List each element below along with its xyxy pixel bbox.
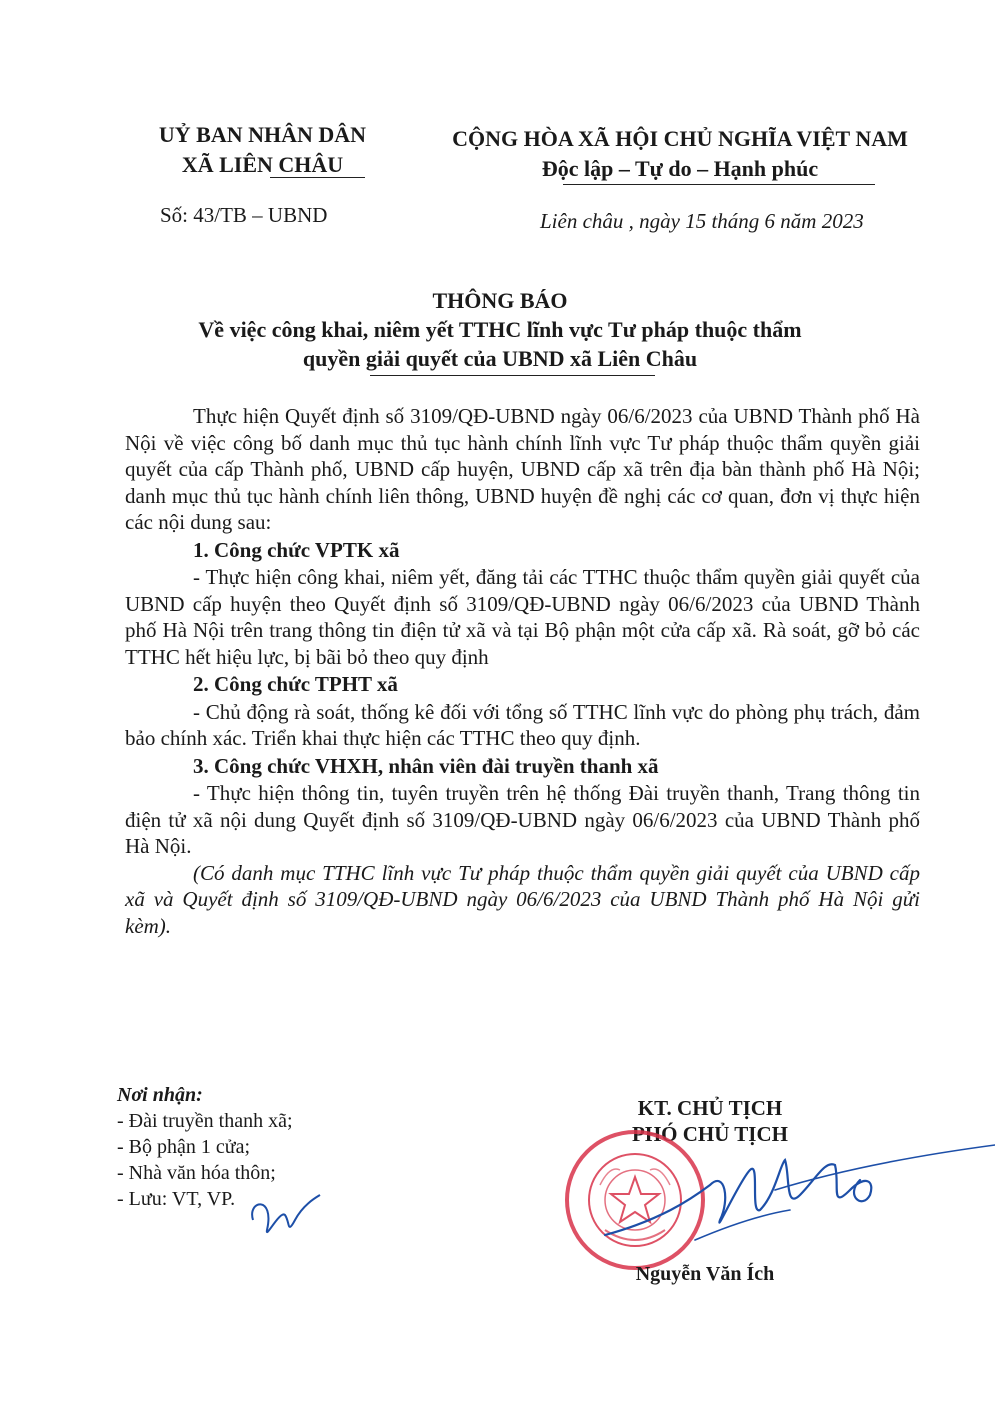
section-2-text: - Chủ động rà soát, thống kê đối với tổng số TTHC lĩnh vực do phòng phụ trách, đảm bảo chính xác. Triển khai thực hiện các TTHC theo quy định. [125,699,920,750]
title-main: THÔNG BÁO [432,288,568,313]
recipient-item: - Đài truyền thanh xã; [117,1110,293,1132]
section-3-text: - Thực hiện thông tin, tuyên truyền trên hệ thống Đài truyền thanh, Trang thông tin điện tử xã nội dung Quyết định số 3109/QĐ-UBND ngày 06/6/2023 của UBND Thành phố Hà Nội. [125,781,920,858]
recipient-item: - Bộ phận 1 cửa; [117,1136,251,1158]
intro-paragraph: Thực hiện Quyết định số 3109/QĐ-UBND ngày 06/6/2023 của UBND Thành phố Hà Nội về việc công bố danh mục thủ tục hành chính lĩnh vực Tư pháp thuộc thẩm quyền giải quyết của cấp Thành phố, UBND cấp huyện, UBND cấp xã trên địa bàn thành phố Hà Nội; danh mục thủ tục hành chính liên thông, UBND huyện đề nghị các cơ quan, đơn vị thực hiện các nội dung sau: [125,404,920,534]
signer-name: Nguyễn Văn Ích [635,1263,775,1285]
agency-line-1: UỶ BAN NHÂN DÂN [158,122,367,147]
signature-line-2: PHÓ CHỦ TỊCH [632,1122,788,1146]
section-1-text: - Thực hiện công khai, niêm yết, đăng tải các TTHC thuộc thẩm quyền giải quyết của UBND cấp huyện theo Quyết định số 3109/QĐ-UBND ngày 06/6/2023 của UBND Thành phố Hà Nội trên trang thông tin điện tử xã và tại Bộ phận một cửa cấp xã. Rà soát, gỡ bỏ các TTHC hết hiệu lực, bị bãi bỏ theo quy định [125,565,920,669]
nation-line-1: CỘNG HÒA XÃ HỘI CHỦ NGHĨA VIỆT NAM [452,126,908,151]
recipient-item: - Nhà văn hóa thôn; [117,1162,276,1184]
national-motto [420,124,940,184]
title-subject-line-2: quyền giải quyết của UBND xã Liên Châu [302,346,698,371]
document-number: Số: 43/TB – UBND [160,203,328,227]
agency-underline [270,177,365,178]
agency-line-2: XÃ LIÊN CHÂU [181,152,344,177]
section-3-heading: 3. Công chức VHXH, nhân viên đài truyền thanh xã [193,753,659,778]
place-date: Liên châu , ngày 15 tháng 6 năm 2023 [540,209,864,233]
recipient-item: - Lưu: VT, VP. [117,1188,236,1210]
initials-scribble [245,1190,325,1245]
title-subject-line-1: Về việc công khai, niêm yết TTHC lĩnh vực Tư pháp thuộc thẩm [198,317,802,342]
document-body [125,403,920,939]
nation-line-2: Độc lập – Tự do – Hạnh phúc [541,156,819,181]
section-1-heading: 1. Công chức VPTK xã [193,537,400,562]
title-underline [370,375,655,376]
attachment-note: (Có danh mục TTHC lĩnh vực Tư pháp thuộc thẩm quyền giải quyết của UBND cấp xã và Quyết định số 3109/QĐ-UBND ngày 06/6/2023 của UBND Thành phố Hà Nội gửi kèm). [125,860,920,938]
section-2-heading: 2. Công chức TPHT xã [193,672,398,696]
motto-underline [563,184,875,185]
handwritten-signature [600,1140,995,1260]
recipients-label: Nơi nhận: [117,1084,203,1106]
document-title [150,286,850,373]
signature-line-1: KT. CHỦ TỊCH [637,1096,783,1120]
agency-name [110,120,415,180]
